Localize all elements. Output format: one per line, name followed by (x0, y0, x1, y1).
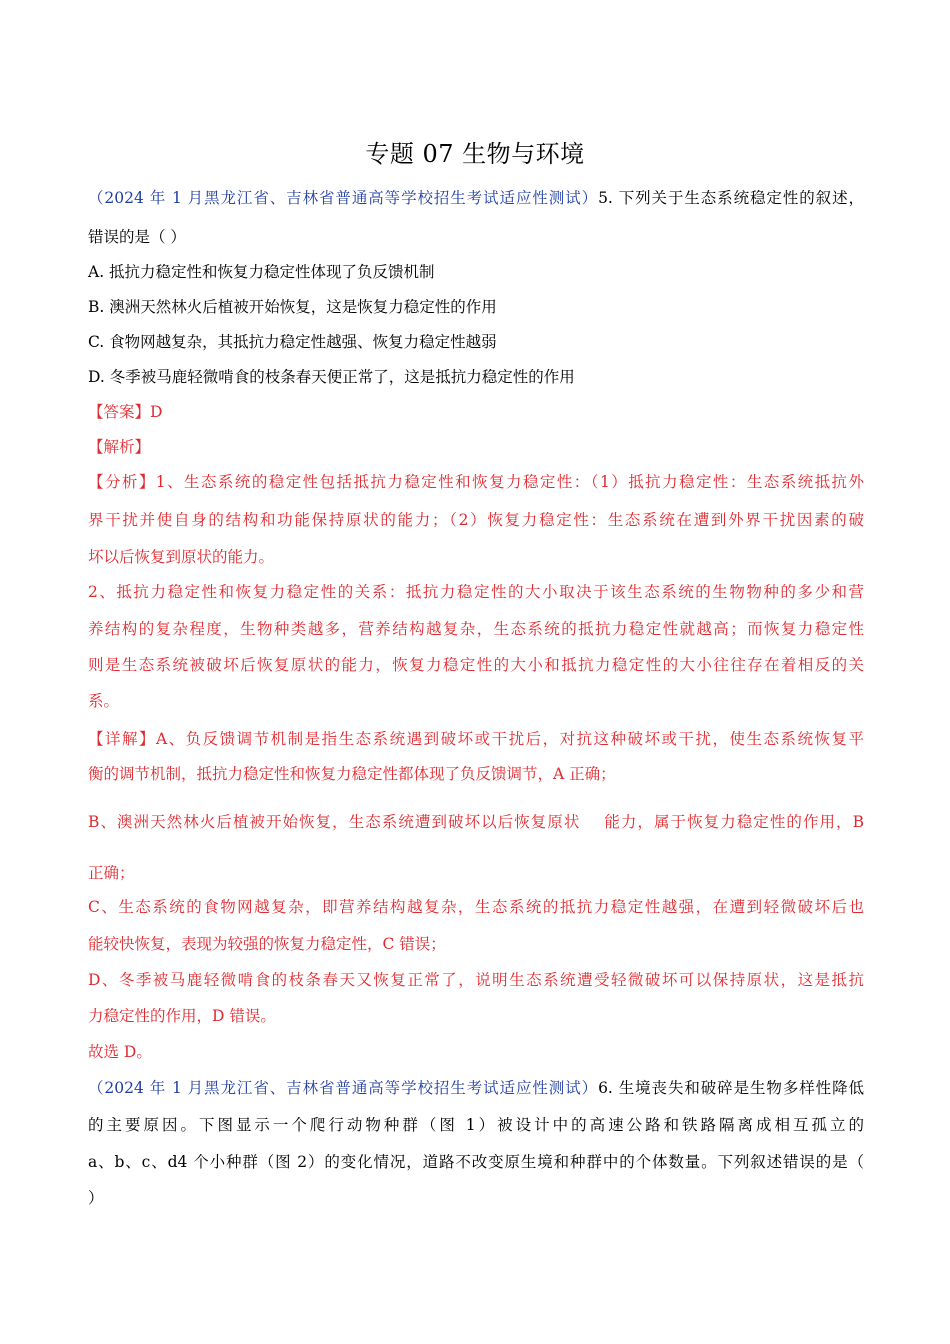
detail-line-8: 力稳定性的作用，D 错误。 (88, 1007, 276, 1025)
q6-stem-line-3: a、b、c、d4 个小种群（图 2）的变化情况，道路不改变原生境和种群中的个体数量。下列叙述错误的是（ (88, 1153, 864, 1171)
detail-line-1: 【详解】A、负反馈调节机制是指生态系统遇到破坏或干扰后，对抗这种破坏或干扰，使生态系统恢复平 (88, 730, 864, 748)
q5-option-b: B. 澳洲天然林火后植被开始恢复，这是恢复力稳定性的作用 (88, 298, 497, 316)
answer-value: D (150, 403, 163, 421)
q5-stem-line-2: 错误的是（ ） (88, 228, 186, 246)
analysis-line-2: 界干扰并使自身的结构和功能保持原状的能力；（2）恢复力稳定性：生态系统在遭到外界干扰因素的破 (88, 511, 864, 529)
analysis-line-5: 养结构的复杂程度，生物种类越多，营养结构越复杂，生态系统的抵抗力稳定性就越高；而恢复力稳定性 (88, 620, 864, 638)
q5-stem-1: 5. 下列关于生态系统稳定性的叙述， (598, 189, 865, 207)
analysis-line-3: 坏以后恢复到原状的能力。 (88, 548, 275, 566)
detail-line-7: D、冬季被马鹿轻微啃食的枝条春天又恢复正常了，说明生态系统遭受轻微破坏可以保持原状，这是抵抗 (88, 971, 864, 989)
q5-answer (88, 400, 864, 422)
answer-label: 【答案】 (88, 403, 151, 421)
q6-stem-1: 6. 生境丧失和破碎是生物多样性降低 (598, 1079, 865, 1097)
q6-source: （2024 年 1 月黑龙江省、吉林省普通高等学校招生考试适应性测试） (88, 1079, 599, 1097)
page-title: 专题 07 生物与环境 (365, 140, 585, 168)
detail-line-4: 正确； (88, 864, 135, 882)
q6-stem-line-2: 的主要原因。下图显示一个爬行动物种群（图 1）被设计中的高速公路和铁路隔离成相互孤立的 (88, 1116, 864, 1134)
q5-stem-line-1 (88, 186, 864, 208)
detail-line-5: C、生态系统的食物网越复杂，即营养结构越复杂，生态系统的抵抗力稳定性越强，在遭到轻微破坏后也 (88, 898, 864, 916)
analysis-line-7: 系。 (88, 692, 120, 710)
q5-option-c: C. 食物网越复杂，其抵抗力稳定性越强、恢复力稳定性越弱 (88, 333, 497, 351)
detail-line-3: B、澳洲天然林火后植被开始恢复，生态系统遭到破坏以后恢复原状 能力，属于恢复力稳定性的作用，B (88, 813, 864, 831)
detail-line-6: 能较快恢复，表现为较强的恢复力稳定性，C 错误； (88, 935, 446, 953)
q5-option-d: D. 冬季被马鹿轻微啃食的枝条春天便正常了，这是抵抗力稳定性的作用 (88, 368, 575, 386)
detail-line-2: 衡的调节机制，抵抗力稳定性和恢复力稳定性都体现了负反馈调节，A 正确； (88, 765, 616, 783)
analysis-line-1: 【分析】1、生态系统的稳定性包括抵抗力稳定性和恢复力稳定性：（1）抵抗力稳定性：生态系统抵抗外 (88, 473, 864, 491)
q6-stem-line-4: ） (88, 1189, 104, 1207)
q5-source: （2024 年 1 月黑龙江省、吉林省普通高等学校招生考试适应性测试） (88, 189, 599, 207)
analysis-label: 【解析】 (88, 438, 151, 456)
q5-option-a: A. 抵抗力稳定性和恢复力稳定性体现了负反馈机制 (88, 263, 435, 281)
analysis-line-4: 2、抵抗力稳定性和恢复力稳定性的关系：抵抗力稳定性的大小取决于该生态系统的生物物种的多少和营 (88, 583, 864, 601)
analysis-line-6: 则是生态系统被破坏后恢复原状的能力，恢复力稳定性的大小和抵抗力稳定性的大小往往存在着相反的关 (88, 656, 864, 674)
conclusion: 故选 D。 (88, 1043, 152, 1061)
q6-stem-line-1 (88, 1076, 864, 1098)
